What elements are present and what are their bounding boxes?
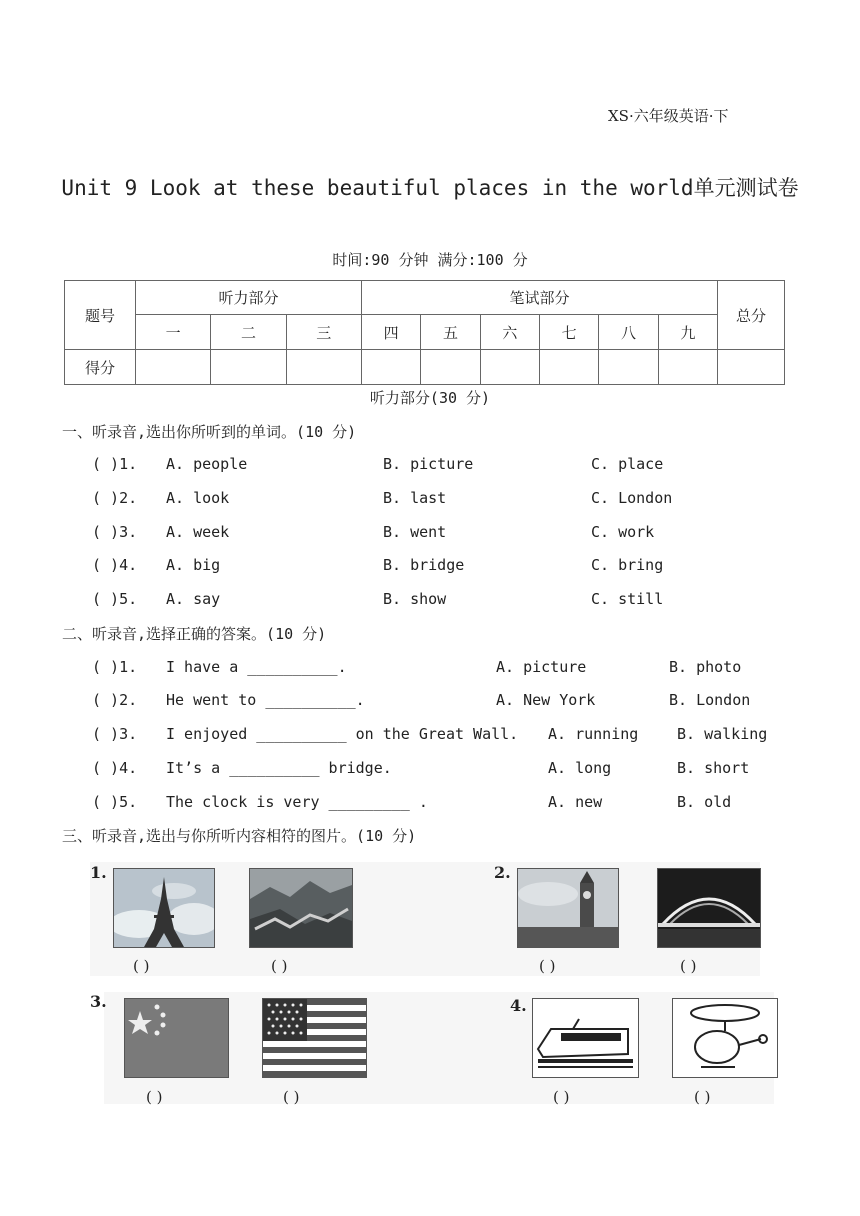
s1-q5-b: B. show — [383, 590, 447, 608]
part-8: 八 — [599, 315, 658, 350]
s1-q3-num[interactable]: ( )3. — [92, 523, 138, 541]
answer-blank-3a[interactable]: ( ) — [146, 1088, 163, 1106]
s2-q3-text: I enjoyed __________ on the Great Wall. — [166, 725, 519, 743]
part-1: 一 — [136, 315, 211, 350]
score-cell[interactable] — [136, 350, 211, 385]
s2-q1-num[interactable]: ( )1. — [92, 658, 138, 676]
china-flag-image[interactable] — [124, 998, 229, 1078]
section2-heading: 二、听录音,选择正确的答案。(10 分) — [62, 625, 327, 643]
s2-q5-a: A. new — [548, 793, 603, 811]
group-number-2: 2. — [494, 863, 511, 882]
train-image[interactable] — [532, 998, 639, 1078]
score-cell[interactable] — [658, 350, 717, 385]
s2-q5-b: B. old — [677, 793, 732, 811]
answer-blank-3b[interactable]: ( ) — [283, 1088, 300, 1106]
s1-q2-c: C. London — [591, 489, 673, 507]
s2-q1-b: B. photo — [669, 658, 742, 676]
s2-q4-text: It’s a __________ bridge. — [166, 759, 392, 777]
answer-blank-4b[interactable]: ( ) — [694, 1088, 711, 1106]
score-row-label: 得分 — [65, 350, 136, 385]
group-number-3: 3. — [90, 992, 107, 1011]
score-cell[interactable] — [539, 350, 598, 385]
score-cell[interactable] — [421, 350, 480, 385]
s1-q4-a: A. big — [166, 556, 221, 574]
score-cell[interactable] — [362, 350, 421, 385]
section1-heading: 一、听录音,选出你所听到的单词。(10 分) — [62, 423, 357, 441]
listening-header: 听力部分 — [136, 281, 362, 315]
s1-q1-b: B. picture — [383, 455, 474, 473]
s1-q2-a: A. look — [166, 489, 230, 507]
part-3: 三 — [286, 315, 361, 350]
s2-q2-num[interactable]: ( )2. — [92, 691, 138, 709]
written-header: 笔试部分 — [362, 281, 718, 315]
answer-blank-1a[interactable]: ( ) — [133, 957, 150, 975]
score-cell[interactable] — [480, 350, 539, 385]
part-6: 六 — [480, 315, 539, 350]
s2-q3-num[interactable]: ( )3. — [92, 725, 138, 743]
s1-q3-a: A. week — [166, 523, 230, 541]
listening-title: 听力部分(30 分) — [369, 389, 491, 407]
part-4: 四 — [362, 315, 421, 350]
score-cell[interactable] — [599, 350, 658, 385]
s2-q4-b: B. short — [677, 759, 750, 777]
s1-q2-num[interactable]: ( )2. — [92, 489, 138, 507]
s1-q5-a: A. say — [166, 590, 221, 608]
section3-heading: 三、听录音,选出与你所听内容相符的图片。(10 分) — [62, 827, 417, 845]
s1-q4-b: B. bridge — [383, 556, 465, 574]
answer-blank-1b[interactable]: ( ) — [271, 957, 288, 975]
answer-blank-4a[interactable]: ( ) — [553, 1088, 570, 1106]
s1-q3-c: C. work — [591, 523, 655, 541]
score-cell[interactable] — [718, 350, 785, 385]
header-subject: XS·六年级英语·下 — [608, 107, 729, 125]
s1-q5-num[interactable]: ( )5. — [92, 590, 138, 608]
s2-q3-b: B. walking — [677, 725, 768, 743]
group-number-4: 4. — [510, 996, 527, 1015]
s2-q5-num[interactable]: ( )5. — [92, 793, 138, 811]
s1-q2-b: B. last — [383, 489, 447, 507]
score-cell[interactable] — [286, 350, 361, 385]
s1-q4-c: C. bring — [591, 556, 664, 574]
big-ben-image[interactable] — [517, 868, 619, 948]
s2-q2-text: He went to __________. — [166, 691, 365, 709]
usa-flag-image[interactable] — [262, 998, 367, 1078]
s1-q1-c: C. place — [591, 455, 664, 473]
s1-q3-b: B. went — [383, 523, 447, 541]
score-cell[interactable] — [211, 350, 286, 385]
s1-q5-c: C. still — [591, 590, 664, 608]
s2-q2-b: B. London — [669, 691, 751, 709]
s2-q2-a: A. New York — [496, 691, 596, 709]
score-table — [64, 280, 785, 385]
eiffel-tower-image[interactable] — [113, 868, 215, 948]
answer-blank-2b[interactable]: ( ) — [680, 957, 697, 975]
s2-q3-a: A. running — [548, 725, 639, 743]
answer-blank-2a[interactable]: ( ) — [539, 957, 556, 975]
exam-meta: 时间:90 分钟 满分:100 分 — [332, 251, 528, 269]
s1-q4-num[interactable]: ( )4. — [92, 556, 138, 574]
s1-q1-num[interactable]: ( )1. — [92, 455, 138, 473]
s1-q1-a: A. people — [166, 455, 248, 473]
part-5: 五 — [421, 315, 480, 350]
part-9: 九 — [658, 315, 717, 350]
group-number-1: 1. — [90, 863, 107, 882]
s2-q1-text: I have a __________. — [166, 658, 347, 676]
part-7: 七 — [539, 315, 598, 350]
s2-q4-num[interactable]: ( )4. — [92, 759, 138, 777]
s2-q4-a: A. long — [548, 759, 612, 777]
s2-q1-a: A. picture — [496, 658, 587, 676]
page-title: Unit 9 Look at these beautiful places in the world单元测试卷 — [61, 176, 799, 200]
score-table-label-header: 题号 — [65, 281, 136, 350]
bridge-image[interactable] — [657, 868, 761, 948]
helicopter-image[interactable] — [672, 998, 778, 1078]
total-header: 总分 — [718, 281, 785, 350]
great-wall-image[interactable] — [249, 868, 353, 948]
part-2: 二 — [211, 315, 286, 350]
s2-q5-text: The clock is very _________ . — [166, 793, 428, 811]
